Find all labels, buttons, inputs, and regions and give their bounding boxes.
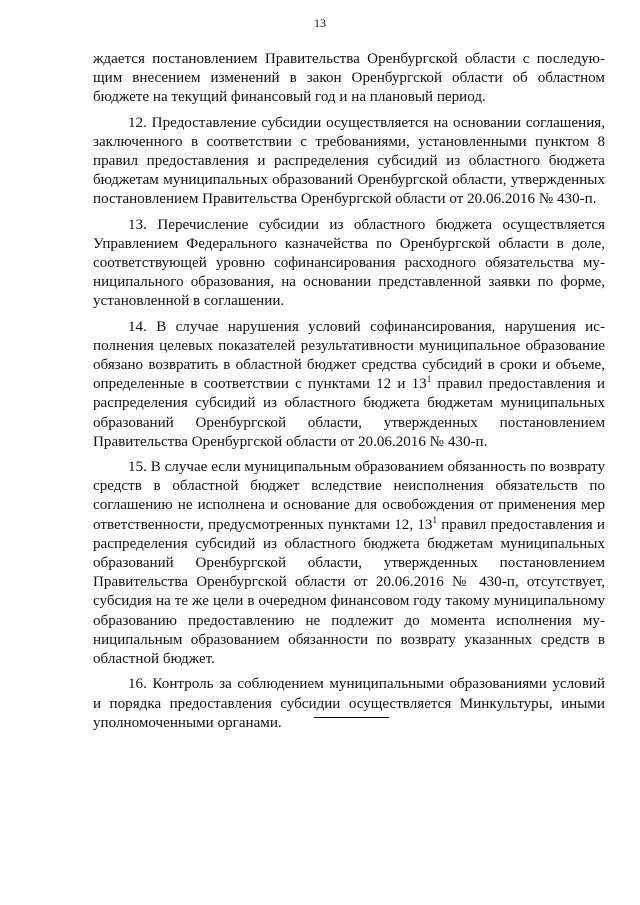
paragraph-text: 14. В случае нарушения условий софинансирования, нарушения исполнения целевых показателей результативности муниципальное образование обязано возвратить в областной бюджет средства субсидий в сроки и объеме, определенные в соответствии с пунктами 12 и 13 [93, 318, 605, 393]
paragraph-item-12 [93, 114, 605, 210]
page-number: 13 [314, 16, 326, 30]
superscript-index: 1 [432, 514, 437, 525]
paragraph-item-13 [93, 216, 605, 312]
paragraph-text: ждается постановлением Правительства Оренбургской области с последующим внесением изменений в закон Оренбургской области об областном бюджете на текущий финансовый год и на плановый период. [93, 51, 605, 106]
paragraph-text: 12. Предоставление субсидии осуществляется на основании соглашения, заключенного в соответствии с требованиями, установленными пунктом 8 правил предоставления и распределения субсидий из областного бюджета бюджетам муниципальных образований Оренбургской области, утвержденных постановлением Правительства Оренбургской области от 20.06.2016 № 430-п. [93, 114, 605, 208]
document-body [93, 50, 605, 733]
paragraph-text: правил предоставления и распределения субсидий из областного бюджета бюджетам муниципальных образований Оренбургской области, утвержденных постановлением Правительства Оренбургской области от 20.06.2016 № 430-п, отсутствует, субсидия на те же цели в очередном финансовом году такому муниципальному образованию предоставлению не подлежит до момента исполнения муниципальным образованием обязанности по возврату указанных средств в областной бюджет. [93, 516, 606, 668]
paragraph-item-14 [93, 318, 605, 452]
paragraph-item-16 [93, 675, 605, 733]
paragraph-text: 16. Контроль за соблюдением муниципальными образованиями условий и порядка предоставления субсидии осуществляется Минкультуры, иными уполномоченными органами. [93, 676, 605, 731]
paragraph-text: 13. Перечисление субсидии из областного бюджета осуществляется Управлением Федерального казначейства по Оренбургской области в доле, соответствующей уровню софинансирования расходного обязательства муниципального образования, на основании представленной заявки по форме, установленной в соглашении. [93, 216, 605, 310]
paragraph-item-15 [93, 458, 605, 669]
paragraph-continuation [93, 50, 605, 108]
paragraph-text: 15. В случае если муниципальным образованием обязанность по возврату средств в областной бюджет вследствие неисполнения обязательств по соглашению не исполнена и основание для освобождения от применения мер ответственности, предусмотренных пунктами 12, 13 [93, 459, 605, 533]
closing-rule [314, 717, 389, 718]
superscript-index: 1 [426, 374, 432, 385]
paragraph-text: правил предоставления и распределения субсидий из областного бюджета бюджетам муниципальных образований Оренбургской области, утвержденных постановлением Правительства Оренбургской области от 20.06.2016 № 430-п. [93, 376, 605, 450]
